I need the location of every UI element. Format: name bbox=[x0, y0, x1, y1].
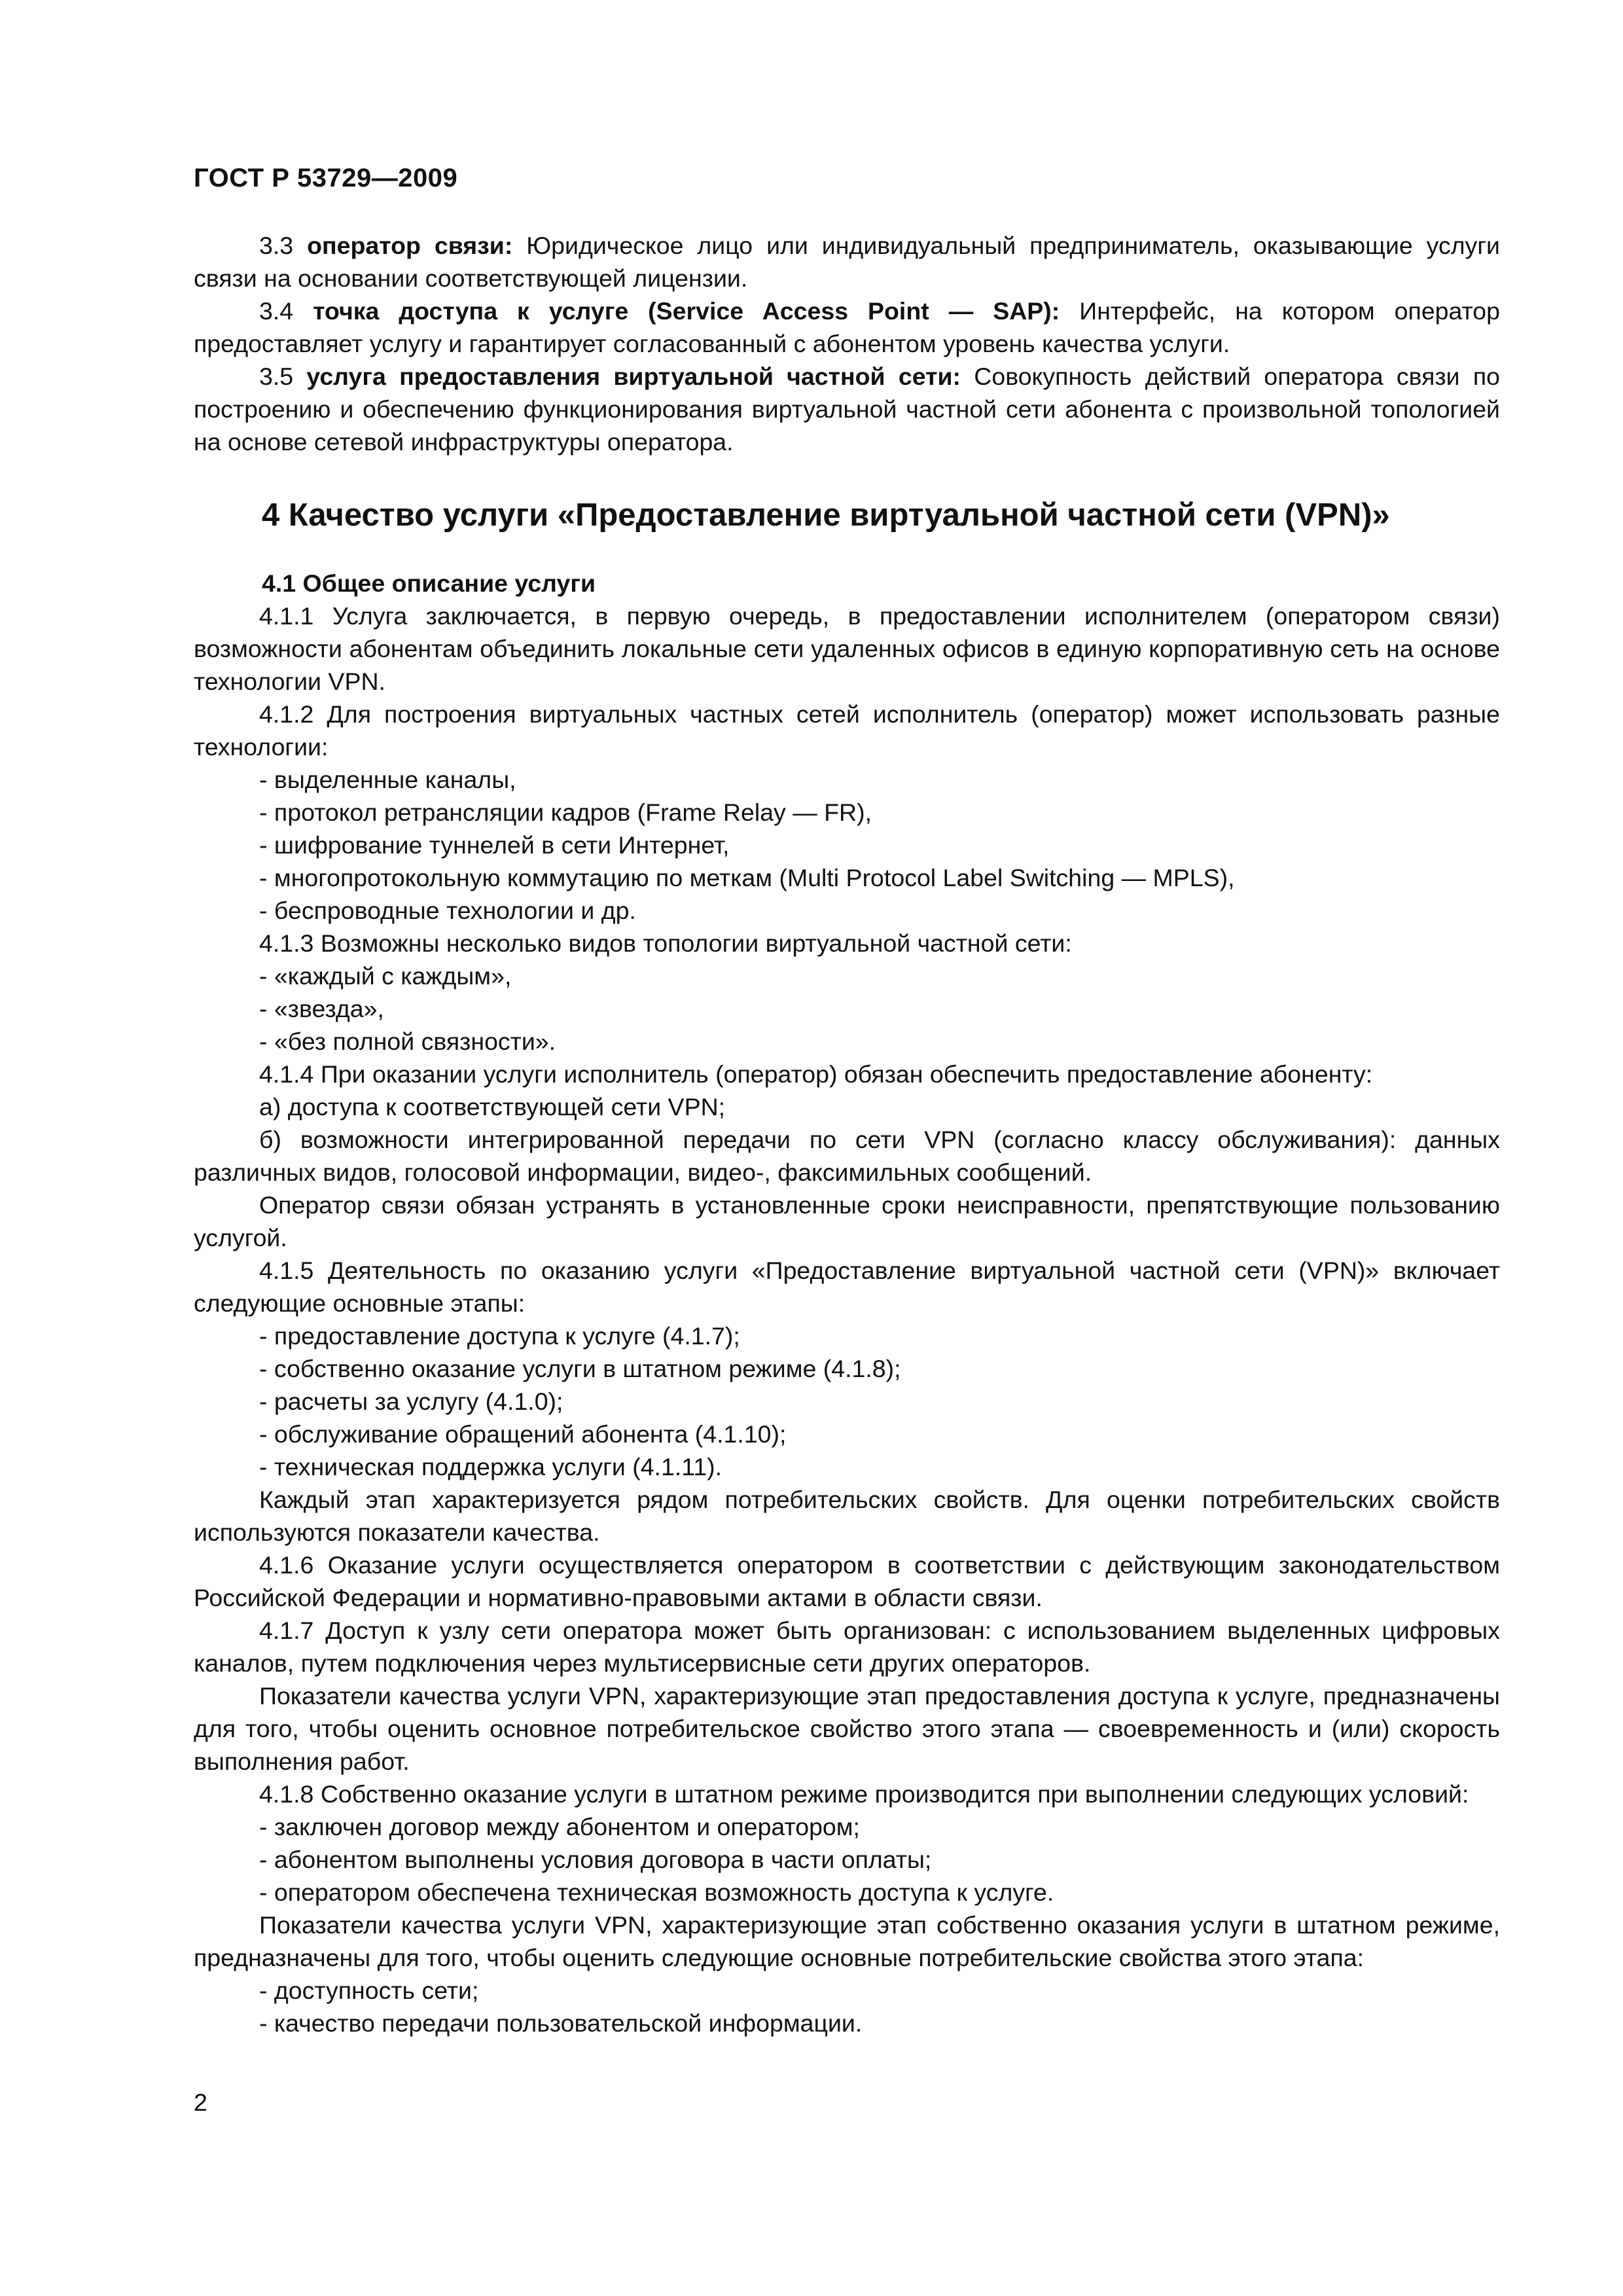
document-header: ГОСТ Р 53729—2009 bbox=[194, 164, 458, 192]
paragraph-4-1-4-b: б) возможности интегрированной передачи по сети VPN (согласно классу обслуживания): данных различных видов, голосовой информации, видео-, факсимильных сообщений. bbox=[194, 1126, 1500, 1186]
section-4-heading: 4 Качество услуги «Предоставление виртуальной частной сети (VPN)» bbox=[262, 497, 1390, 533]
subsection-4-1-heading: 4.1 Общее описание услуги bbox=[262, 569, 596, 597]
list-item: - абонентом выполнены условия договора в части оплаты; bbox=[259, 1846, 932, 1873]
paragraph-4-1-6: 4.1.6 Оказание услуги осуществляется оператором в соответствии с действующим законодательством Российской Федерации и нормативно-правовыми актами в области связи. bbox=[194, 1551, 1500, 1611]
paragraph-4-1-5: 4.1.5 Деятельность по оказанию услуги «Предоставление виртуальной частной сети (VPN)» включает следующие основные этапы: bbox=[194, 1257, 1500, 1317]
page-content bbox=[194, 229, 1500, 2039]
paragraph-4-1-8: 4.1.8 Собственно оказание услуги в штатном режиме производится при выполнении следующих условий: bbox=[259, 1780, 1469, 1808]
term: оператор связи: bbox=[307, 232, 513, 259]
paragraph-4-1-3: 4.1.3 Возможны несколько видов топологии виртуальной частной сети: bbox=[259, 929, 1072, 957]
paragraph-4-1-4: 4.1.4 При оказании услуги исполнитель (оператор) обязан обеспечить предоставление абоненту: bbox=[259, 1060, 1373, 1088]
list-item: - оператором обеспечена техническая возможность доступа к услуге. bbox=[259, 1878, 1054, 1906]
list-item: - выделенные каналы, bbox=[259, 766, 516, 793]
definition-3-4 bbox=[194, 295, 1500, 360]
list-item: - протокол ретрансляции кадров (Frame Relay — FR), bbox=[259, 798, 872, 826]
clause-number: 3.4 bbox=[259, 297, 294, 325]
paragraph-4-1-5-summary: Каждый этап характеризуется рядом потребительских свойств. Для оценки потребительских свойств используются показатели качества. bbox=[194, 1486, 1500, 1546]
list-item: - многопротокольную коммутацию по меткам (Multi Protocol Label Switching — MPLS), bbox=[259, 864, 1235, 891]
list-item: - расчеты за услугу (4.1.0); bbox=[259, 1388, 563, 1415]
clause-number: 3.5 bbox=[259, 363, 294, 390]
list-item: - техническая поддержка услуги (4.1.11). bbox=[259, 1453, 722, 1480]
term: точка доступа к услуге (Service Access Point — SAP): bbox=[313, 297, 1060, 325]
definition-text: Совокупность действий оператора связи по построению и обеспечению функционирования виртуальной частной сети абонента с произвольной топологией на основе сетевой инфраструктуры оператора. bbox=[194, 363, 1501, 456]
list-item: - беспроводные технологии и др. bbox=[259, 897, 636, 924]
list-item: - собственно оказание услуги в штатном режиме (4.1.8); bbox=[259, 1355, 901, 1382]
definition-text: Интерфейс, на котором оператор предоставляет услугу и гарантирует согласованный с абонентом уровень качества услуги. bbox=[194, 297, 1501, 357]
list-item: - обслуживание обращений абонента (4.1.10); bbox=[259, 1420, 787, 1448]
page-number: 2 bbox=[194, 2089, 207, 2116]
paragraph-4-1-4-note: Оператор связи обязан устранять в установленные сроки неисправности, препятствующие пользованию услугой. bbox=[194, 1191, 1500, 1251]
paragraph-4-1-1: 4.1.1 Услуга заключается, в первую очередь, в предоставлении исполнителем (оператором связи) возможности абонентам объединить локальные сети удаленных офисов в единую корпоративную сеть на основе технологии VPN. bbox=[194, 602, 1500, 695]
definition-3-5 bbox=[194, 360, 1500, 458]
list-item: - «звезда», bbox=[259, 995, 384, 1022]
definition-3-3 bbox=[194, 229, 1500, 295]
list-item: - «каждый с каждым», bbox=[259, 962, 512, 990]
list-item: - «без полной связности». bbox=[259, 1028, 556, 1055]
list-item: - заключен договор между абонентом и оператором; bbox=[259, 1813, 860, 1840]
list-item: - предоставление доступа к услуге (4.1.7); bbox=[259, 1322, 740, 1350]
paragraph-4-1-8-indicators: Показатели качества услуги VPN, характеризующие этап собственно оказания услуги в штатном режиме, предназначены для того, чтобы оценить следующие основные потребительские свойства этого этапа: bbox=[194, 1911, 1500, 1971]
clause-number: 3.3 bbox=[259, 232, 294, 259]
list-item: - доступность сети; bbox=[259, 1977, 479, 2004]
paragraph-4-1-2: 4.1.2 Для построения виртуальных частных сетей исполнитель (оператор) может использовать разные технологии: bbox=[194, 700, 1500, 761]
term: услуга предоставления виртуальной частной сети: bbox=[306, 363, 961, 390]
paragraph-4-1-7: 4.1.7 Доступ к узлу сети оператора может быть организован: с использованием выделенных цифровых каналов, путем подключения через мультисервисные сети других операторов. bbox=[194, 1617, 1500, 1677]
definition-text: Юридическое лицо или индивидуальный предприниматель, оказывающие услуги связи на основании соответствующей лицензии. bbox=[194, 232, 1501, 292]
list-item: - качество передачи пользовательской информации. bbox=[259, 2009, 863, 2037]
paragraph-4-1-7-indicators: Показатели качества услуги VPN, характеризующие этап предоставления доступа к услуге, предназначены для того, чтобы оценить основное потребительское свойство этого этапа — своевременность и (или) скорость выполнения работ. bbox=[194, 1682, 1500, 1775]
list-item: - шифрование туннелей в сети Интернет, bbox=[259, 831, 730, 859]
paragraph-4-1-4-a: а) доступа к соответствующей сети VPN; bbox=[259, 1093, 726, 1121]
